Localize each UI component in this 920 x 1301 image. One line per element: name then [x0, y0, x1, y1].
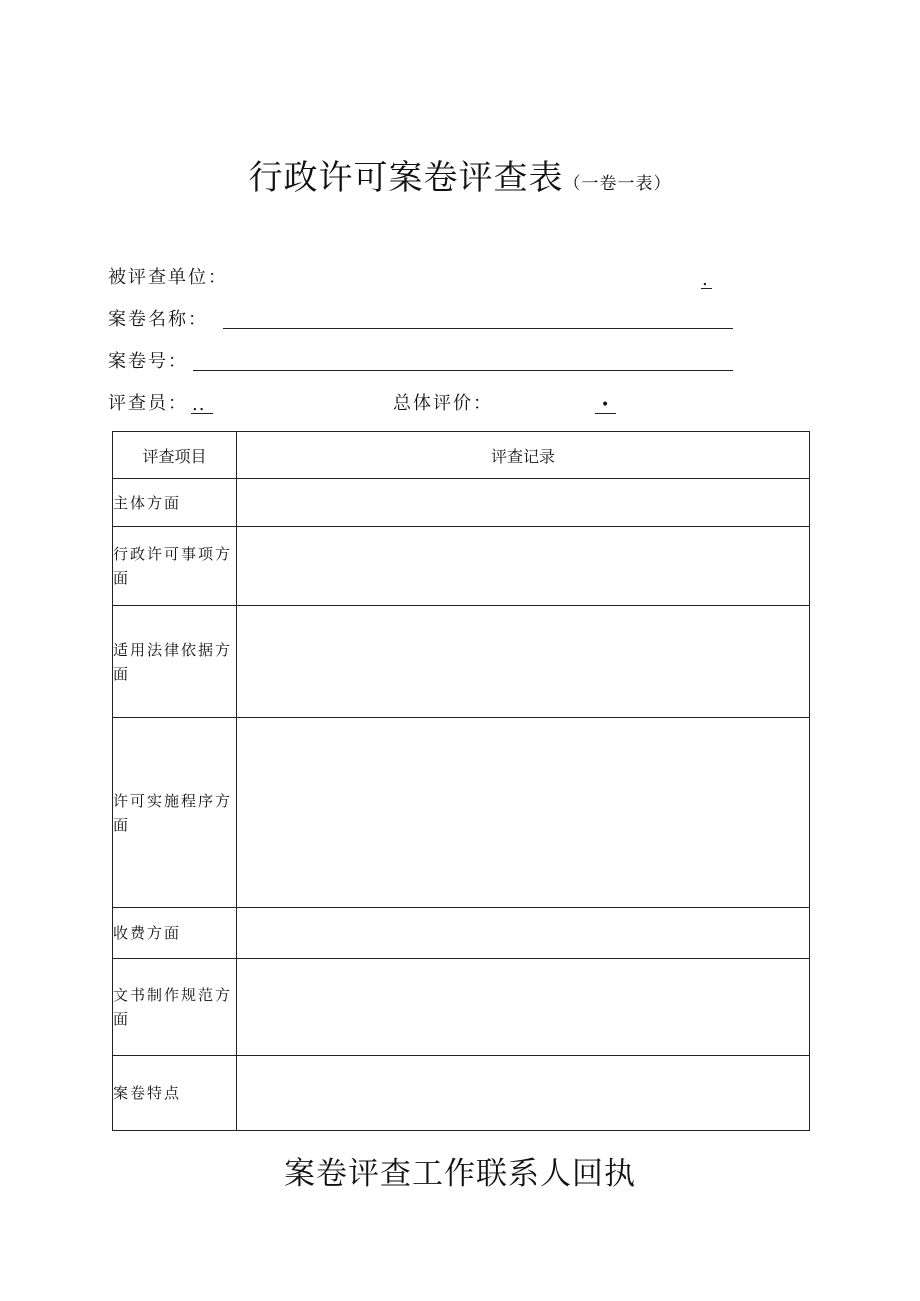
row-item: 案卷特点: [113, 1056, 237, 1131]
row-item: 主体方面: [113, 479, 237, 527]
table-row: [113, 1056, 810, 1131]
table-row: [113, 606, 810, 718]
table-row: [113, 527, 810, 606]
row-item: 行政许可事项方面: [113, 527, 237, 606]
review-table: [112, 431, 810, 1131]
row-record[interactable]: [237, 908, 810, 959]
overall-mark: •: [601, 397, 610, 413]
table-row: [113, 479, 810, 527]
row-record[interactable]: [237, 718, 810, 908]
row-item: 收费方面: [113, 908, 237, 959]
page-title: 行政许可案卷评查表: [248, 158, 564, 198]
row-record[interactable]: [237, 527, 810, 606]
row-record[interactable]: [237, 1056, 810, 1131]
case-name-label: 案卷名称：: [108, 309, 208, 330]
row-record[interactable]: [237, 959, 810, 1056]
case-number-label: 案卷号：: [108, 351, 188, 372]
table-row: [113, 908, 810, 959]
unit-underline: [701, 288, 712, 289]
unit-label: 被评查单位：: [108, 267, 228, 288]
reviewer-label: 评查员：: [108, 393, 188, 414]
row-item: 适用法律依据方面: [113, 606, 237, 718]
footer-title: 案卷评查工作联系人回执: [284, 1156, 636, 1192]
overall-field[interactable]: [595, 413, 616, 414]
table-header-row: [113, 432, 810, 479]
case-name-field[interactable]: [223, 328, 733, 329]
unit-mark: .: [702, 269, 708, 290]
overall-label: 总体评价：: [393, 393, 493, 414]
row-record[interactable]: [237, 479, 810, 527]
row-item: 文书制作规范方面: [113, 959, 237, 1056]
case-number-field[interactable]: [193, 370, 733, 371]
page-subtitle: （一卷一表）: [563, 174, 672, 194]
page-title-block: [0, 150, 920, 199]
row-item: 许可实施程序方面: [113, 718, 237, 908]
table-row: [113, 718, 810, 908]
row-record[interactable]: [237, 606, 810, 718]
reviewer-field[interactable]: [191, 413, 213, 414]
header-record: 评查记录: [237, 432, 810, 479]
header-item: 评查项目: [113, 432, 237, 479]
table-row: [113, 959, 810, 1056]
reviewer-mark: ..: [192, 394, 206, 415]
